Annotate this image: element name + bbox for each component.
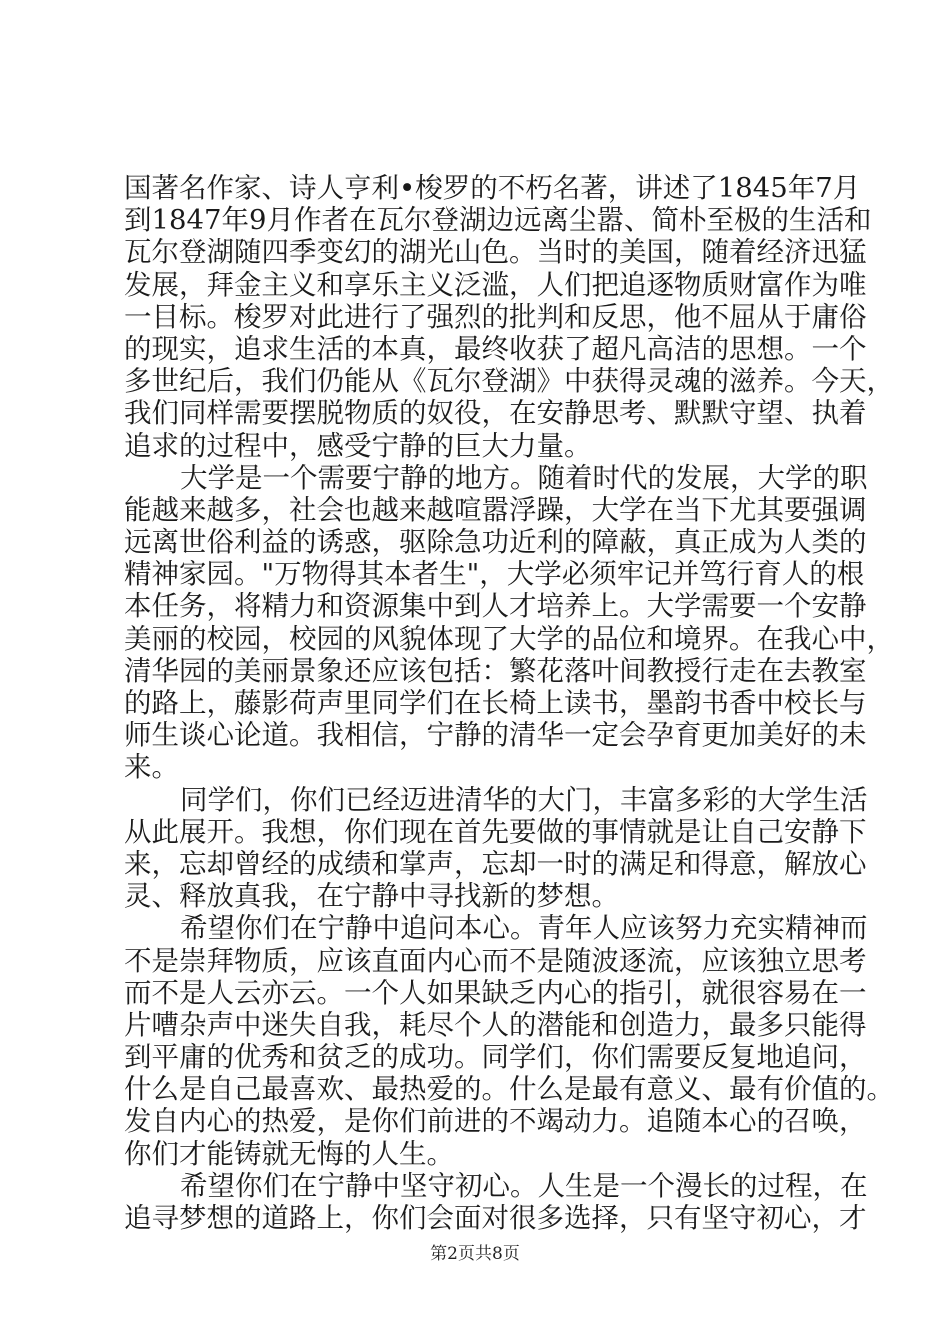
text-line: 片嘈杂声中迷失自我，耗尽个人的潜能和创造力，最多只能得 <box>124 1008 867 1041</box>
text-line: 追求的过程中，感受宁静的巨大力量。 <box>124 429 592 462</box>
text-line: 不是崇拜物质，应该直面内心而不是随波逐流，应该独立思考 <box>124 944 867 977</box>
text-line: 而不是人云亦云。一个人如果缺乏内心的指引，就很容易在一 <box>124 976 867 1009</box>
paragraph-start-line: 希望你们在宁静中追问本心。青年人应该努力充实精神而 <box>180 912 868 945</box>
paragraph-start-line: 大学是一个需要宁静的地方。随着时代的发展，大学的职 <box>180 461 868 494</box>
text-line: 多世纪后，我们仍能从《瓦尔登湖》中获得灵魂的滋养。今天， <box>124 365 894 398</box>
text-line: 来。 <box>124 751 179 784</box>
text-line: 师生谈心论道。我相信，宁静的清华一定会孕育更加美好的未 <box>124 719 867 752</box>
body-text <box>124 172 894 1234</box>
text-line: 从此展开。我想，你们现在首先要做的事情就是让自己安静下 <box>124 815 867 848</box>
text-line: 发自内心的热爱，是你们前进的不竭动力。追随本心的召唤， <box>124 1105 867 1138</box>
page-number: 第2页 <box>430 1244 475 1264</box>
text-line: 灵、释放真我，在宁静中寻找新的梦想。 <box>124 880 619 913</box>
text-line: 的路上，藤影荷声里同学们在长椅上读书，墨韵书香中校长与 <box>124 687 867 719</box>
text-line: 本任务，将精力和资源集中到人才培养上。大学需要一个安静 <box>124 590 867 623</box>
text-line: 一目标。梭罗对此进行了强烈的批判和反思，他不屈从于庸俗 <box>124 300 867 333</box>
text-line: 能越来越多，社会也越来越喧嚣浮躁，大学在当下尤其要强调 <box>124 493 867 526</box>
text-line: 你们才能铸就无悔的人生。 <box>124 1137 454 1170</box>
text-line: 到1847年9月作者在瓦尔登湖边远离尘嚣、简朴至极的生活和 <box>124 204 872 237</box>
paragraph-start-line: 希望你们在宁静中坚守初心。人生是一个漫长的过程，在 <box>180 1169 868 1202</box>
text-line: 的现实，追求生活的本真，最终收获了超凡高洁的思想。一个 <box>124 332 867 365</box>
text-line: 来，忘却曾经的成绩和掌声，忘却一时的满足和得意，解放心 <box>124 847 867 880</box>
text-line: 国著名作家、诗人亨利•梭罗的不朽名著，讲述了1845年7月 <box>124 172 861 204</box>
text-line: 追寻梦想的道路上，你们会面对很多选择，只有坚守初心，才 <box>124 1202 867 1234</box>
text-line: 发展，拜金主义和享乐主义泛滥，人们把追逐物质财富作为唯 <box>124 268 867 301</box>
text-line: 我们同样需要摆脱物质的奴役，在安静思考、默默守望、执着 <box>124 397 867 430</box>
text-line: 什么是自己最喜欢、最热爱的。什么是最有意义、最有价值的。 <box>124 1073 894 1106</box>
text-line: 清华园的美丽景象还应该包括：繁花落叶间教授行走在去教室 <box>124 654 867 687</box>
text-line: 瓦尔登湖随四季变幻的湖光山色。当时的美国，随着经济迅猛 <box>124 236 867 269</box>
text-line: 美丽的校园，校园的风貌体现了大学的品位和境界。在我心中， <box>124 622 894 655</box>
text-line: 到平庸的优秀和贫乏的成功。同学们，你们需要反复地追问， <box>124 1041 867 1074</box>
paragraph-start-line: 同学们，你们已经迈进清华的大门，丰富多彩的大学生活 <box>180 783 868 816</box>
text-line: 远离世俗利益的诱惑，驱除急功近利的障蔽，真正成为人类的 <box>124 526 867 559</box>
page-footer <box>0 1242 950 1266</box>
text-line: 精神家园。"万物得其本者生"，大学必须牢记并笃行育人的根 <box>124 558 865 591</box>
page-total: 共8页 <box>475 1244 520 1264</box>
